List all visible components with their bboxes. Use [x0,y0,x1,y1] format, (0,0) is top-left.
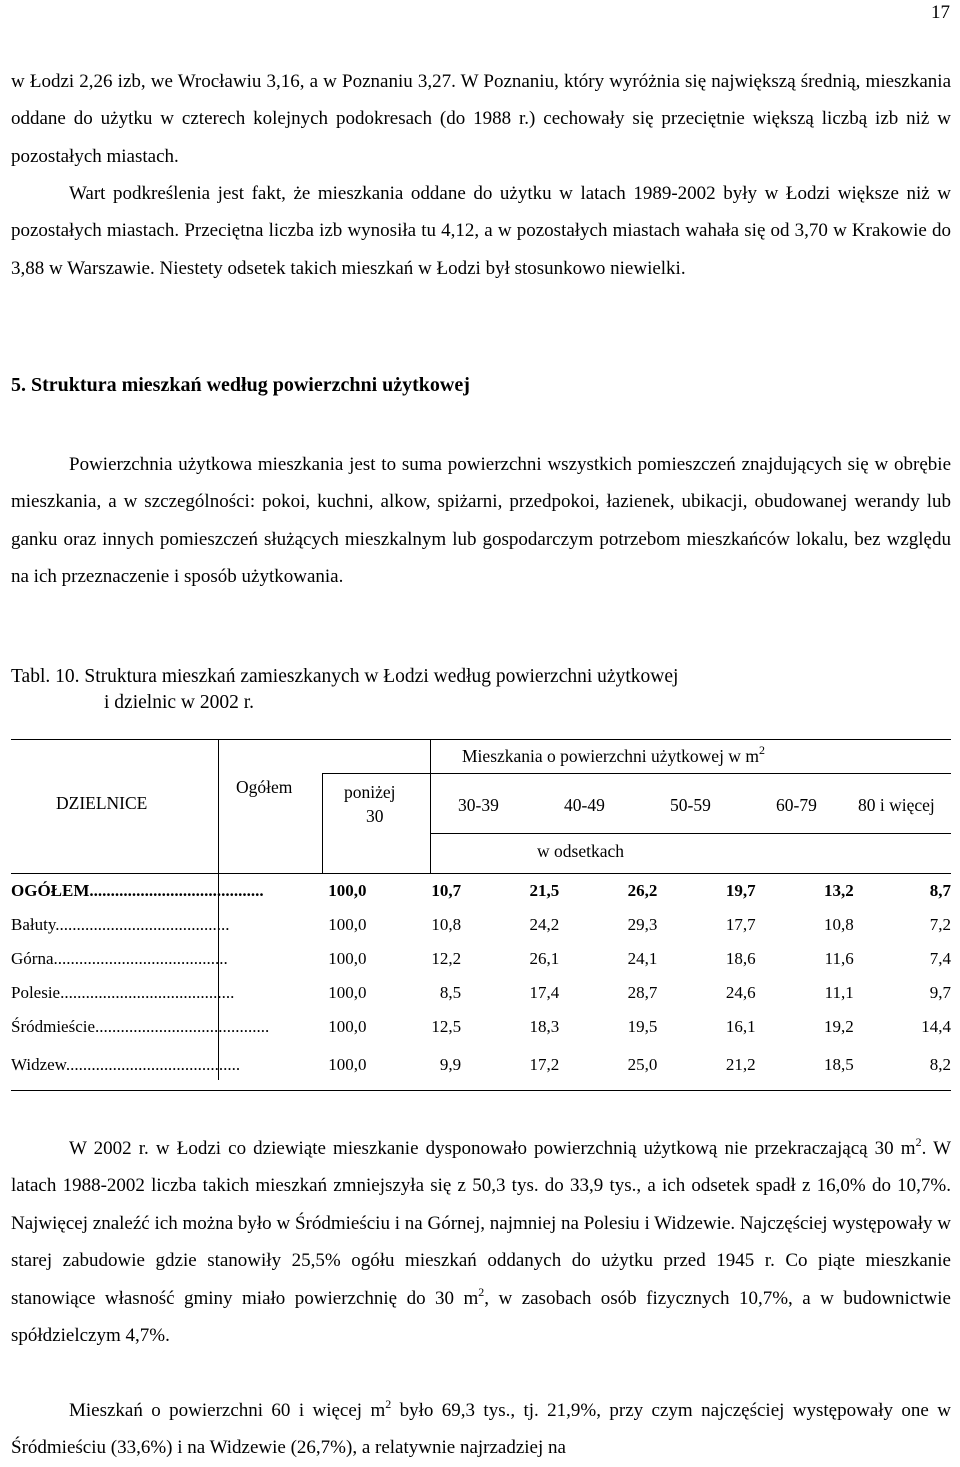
intro-paragraph-1: w Łodzi 2,26 izb, we Wrocławiu 3,16, a w Poznaniu 3,27. W Poznaniu, który wyróżnia się największą średnią, mieszkania oddane do użytku w czterech kolejnych podokresach (do 1988 r.) cechowały się przeciętnie większą liczbą izb niż w pozostałych miastach. [11,71,951,167]
header-districts: DZIELNICE [56,793,148,813]
table-caption [11,664,678,716]
cell-60-79: 11,6 [824,949,854,968]
cell-80-plus: 8,2 [929,1055,951,1074]
cell-40-49: 26,2 [627,881,658,900]
cell-total: 100,0 [328,881,367,900]
district-name: Bałuty [11,915,56,934]
paragraph-text: W 2002 r. w Łodzi co dziewiąte mieszkanie dysponowało powierzchnią użytkową nie przekraczającą 30 m [69,1138,916,1159]
cell-below30: 8,5 [439,983,462,1002]
cell-30-39: 21,5 [529,881,560,900]
cell-40-49: 24,1 [627,949,658,968]
paragraph-text: było 69,3 tys., tj. 21,9%, przy czym najczęściej występowały one w Śródmieściu (33,6%) i na Widzewie (26,7%), a relatywnie najrzadziej na [11,1400,951,1459]
cell-50-59: 21,2 [725,1055,756,1074]
table-top-rule [11,739,951,740]
cell-50-59: 19,7 [725,881,756,900]
name-column-divider [218,874,219,1080]
cell-80-plus: 9,7 [929,983,951,1002]
row-name [11,1010,269,1044]
intro-paragraph-2: Wart podkreślenia jest fakt, że mieszkania oddane do użytku w latach 1989-2002 były w Łodzi większe niż w pozostałych miastach. Przeciętna liczba izb wynosiła tu 4,12, a w pozostałych miastach wahała się od 3,70 w Krakowie do 3,88 w Warszawie. Niestety odsetek takich mieszkań w Łodzi był stosunkowo niewielki. [11,183,951,279]
district-name: OGÓŁEM [11,881,90,900]
page-number: 17 [931,2,950,23]
cell-below30: 10,8 [431,915,462,934]
header-unit: w odsetkach [537,841,624,861]
cell-total: 100,0 [328,1017,367,1036]
paragraph-text: , w zasobach osób fizycznych 10,7%, a w budownictwie spółdzielczym 4,7%. [11,1287,951,1347]
row-name [11,874,269,908]
district-name: Widzew [11,1055,66,1074]
cell-40-49: 25,0 [627,1055,658,1074]
table-bottom-rule [11,1090,951,1091]
cell-60-79: 13,2 [823,881,854,900]
header-range-30-39: 30-39 [458,795,499,815]
cell-60-79: 10,8 [823,915,854,934]
cell-40-49: 19,5 [627,1017,658,1036]
cell-total: 100,0 [328,1055,367,1074]
paragraph-text: Mieszkań o powierzchni 60 i więcej m [69,1400,386,1421]
header-group [462,743,765,767]
cell-50-59: 17,7 [725,915,756,934]
header-range-80-plus: 80 i więcej [858,795,935,815]
cell-40-49: 28,7 [627,983,658,1002]
cell-below30: 10,7 [431,881,462,900]
header-inner-rule [430,833,951,834]
district-name: Śródmieście [11,1017,96,1036]
last-paragraph [11,1392,951,1467]
district-name: Górna [11,949,54,968]
leader-dots: ......................................... [53,949,228,968]
row-name [11,942,269,976]
cell-50-59: 16,1 [725,1017,756,1036]
table-caption-line-1: Tabl. 10. Struktura mieszkań zamieszkanych w Łodzi według powierzchni użytkowej [11,666,679,687]
header-range-40-49: 40-49 [564,795,605,815]
header-group-sup: 2 [758,743,765,757]
table-row [11,874,951,908]
cell-total: 100,0 [328,915,367,934]
cell-80-plus: 7,4 [929,949,951,968]
cell-60-79: 18,5 [823,1055,854,1074]
leader-dots: ......................................... [89,881,264,900]
cell-total: 100,0 [328,983,367,1002]
cell-40-49: 29,3 [627,915,658,934]
row-name [11,1044,269,1086]
cell-below30: 9,9 [439,1055,462,1074]
paragraph-text: . W latach 1988-2002 liczba takich mieszkań zmniejszyła się z 50,3 tys. do 33,9 tys., a ich odsetek spadł z 16,0% do 10,7%. Najwięcej znaleźć ich można było w Śródmieściu i na Górnej, najmniej na Polesiu i Widzewie. Najczęściej występowały w starej zabudowie gdzie stanowiły 25,5% ogółu mieszkań oddanych do użytku przed 1945 r. Co piąte mieszkanie stanowiące własność gminy miało powierzchnię do 30 m [11,1138,951,1309]
cell-30-39: 17,2 [529,1055,560,1074]
cell-50-59: 18,6 [725,949,756,968]
cell-30-39: 26,1 [529,949,560,968]
table-row [11,942,951,976]
cell-below30: 12,2 [431,949,462,968]
header-total: Ogółem [236,777,293,797]
leader-dots: ......................................... [95,1017,270,1036]
data-table [11,874,951,1086]
definition-paragraph: Powierzchnia użytkowa mieszkania jest to suma powierzchni wszystkich pomieszczeń znajdujących się w obrębie mieszkania, a w szczególności: pokoi, kuchni, alkow, spiżarni, przedpokoi, łazienek, ubikacji, obudowanej werandy lub ganku oraz innych pomieszczeń służących mieszkalnym lub gospodarczym potrzebom mieszkańców lokalu, bez względu na ich przeznaczenie i sposób użytkowania. [11,454,951,588]
cell-60-79: 11,1 [824,983,854,1002]
cell-30-39: 24,2 [529,915,560,934]
table-row [11,976,951,1010]
header-below30-line2: 30 [366,806,384,826]
cell-30-39: 17,4 [529,983,560,1002]
cell-total: 100,0 [328,949,367,968]
leader-dots: ......................................... [60,983,235,1002]
header-divider [430,740,431,873]
header-range-60-79: 60-79 [776,795,817,815]
cell-80-plus: 8,7 [929,881,951,900]
leader-dots: ......................................... [65,1055,241,1074]
cell-60-79: 19,2 [823,1017,854,1036]
header-divider [218,740,219,873]
cell-30-39: 18,3 [529,1017,560,1036]
table-caption-line-2: i dzielnic w 2002 r. [104,692,255,713]
header-range-50-59: 50-59 [670,795,711,815]
table-row [11,1044,951,1086]
superscript: 2 [385,1397,392,1411]
district-name: Polesie [11,983,61,1002]
cell-80-plus: 7,2 [929,915,951,934]
row-name [11,976,269,1010]
header-inner-rule [322,773,951,774]
table-row [11,1010,951,1044]
cell-50-59: 24,6 [725,983,756,1002]
paragraph-after-table [11,1130,951,1354]
section-heading: 5. Struktura mieszkań według powierzchni użytkowej [11,374,470,396]
header-below30-line1: poniżej [344,782,396,802]
cell-80-plus: 14,4 [921,1017,951,1036]
row-name [11,908,269,942]
table-row [11,908,951,942]
cell-below30: 12,5 [431,1017,462,1036]
leader-dots: ......................................... [55,915,230,934]
superscript: 2 [478,1284,485,1299]
superscript: 2 [915,1135,922,1149]
header-group-text: Mieszkania o powierzchni użytkowej w m [462,746,759,766]
header-divider [322,773,323,873]
